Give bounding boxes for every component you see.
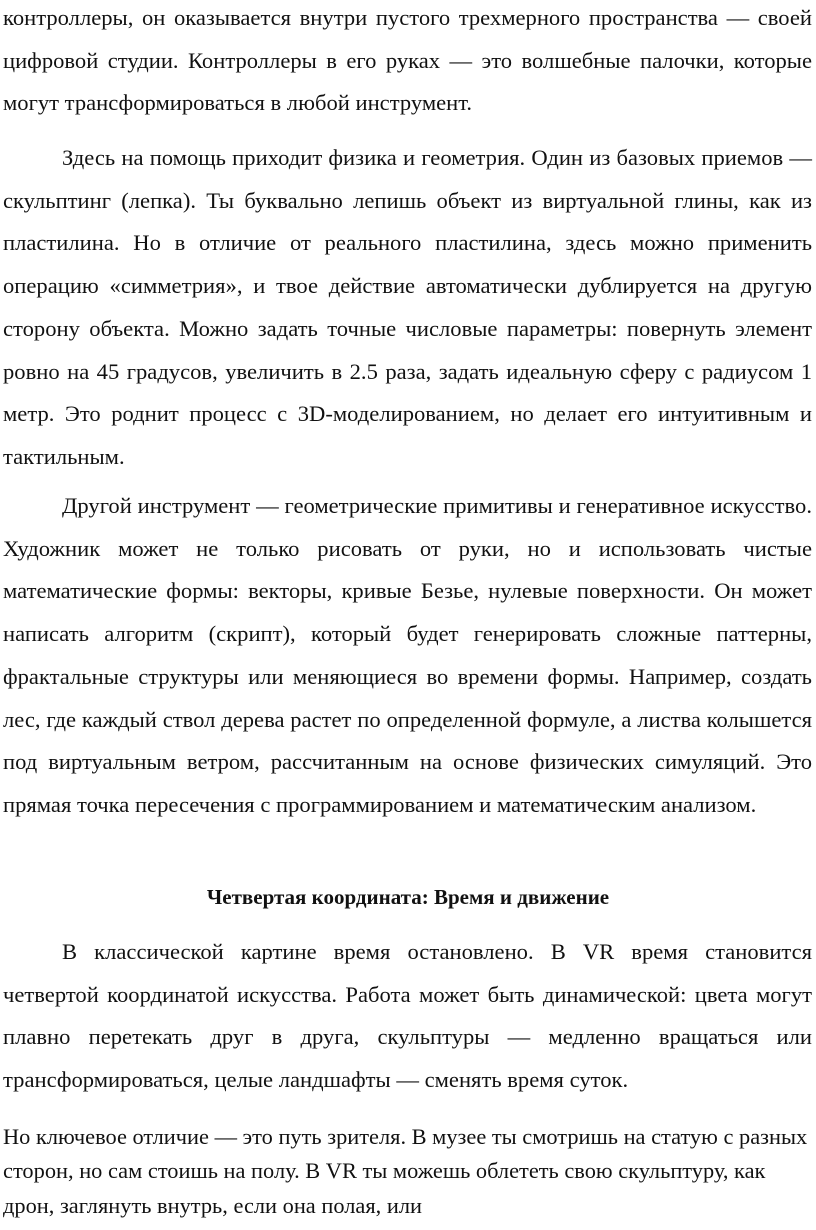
paragraph-5: Но ключевое отличие — это путь зрителя. В музее ты смотришь на статую с разных сторон, но сам стоишь на полу. В VR ты можешь облететь свою скульптуру, как дрон, заглянуть внутрь, если она полая, или [3, 1124, 808, 1218]
section-heading: Четвертая координата: Время и движение [206, 885, 610, 909]
paragraph-4: В классической картине время остановлено. В VR время становится четвертой координатой искусства. Работа может быть динамической: цвета могут плавно перетекать друг в друга, скульптуры — медленно вращаться или трансформироваться, целые ландшафты — сменять время суток. [3, 939, 812, 1093]
paragraph-3: Другой инструмент — геометрические примитивы и генеративное искусство. Художник может не только рисовать от руки, но и использовать чистые математические формы: векторы, кривые Безье, нулевые поверхности. Он может написать алгоритм (скрипт), который будет генерировать сложные паттерны, фрактальные структуры или меняющиеся во времени формы. Например, создать лес, где каждый ствол дерева растет по определенной формуле, а листва колышется под виртуальным ветром, рассчитанным на основе физических симуляций. Это прямая точка пересечения с программированием и математическим анализом. [3, 493, 812, 817]
paragraph-2: Здесь на помощь приходит физика и геометрия. Один из базовых приемов — скульптинг (лепка). Ты буквально лепишь объект из виртуальной глины, как из пластилина. Но в отличие от реального пластилина, здесь можно применить операцию «симметрия», и твое действие автоматически дублируется на другую сторону объекта. Можно задать точные числовые параметры: повернуть элемент ровно на 45 градусов, увеличить в 2.5 раза, задать идеальную сферу с радиусом 1 метр. Это роднит процесс с 3D-моделированием, но делает его интуитивным и тактильным. [3, 145, 812, 469]
paragraph-1: контроллеры, он оказывается внутри пустого трехмерного пространства — своей цифровой студии. Контроллеры в его руках — это волшебные палочки, которые могут трансформироваться в любой инструмент. [3, 5, 812, 116]
